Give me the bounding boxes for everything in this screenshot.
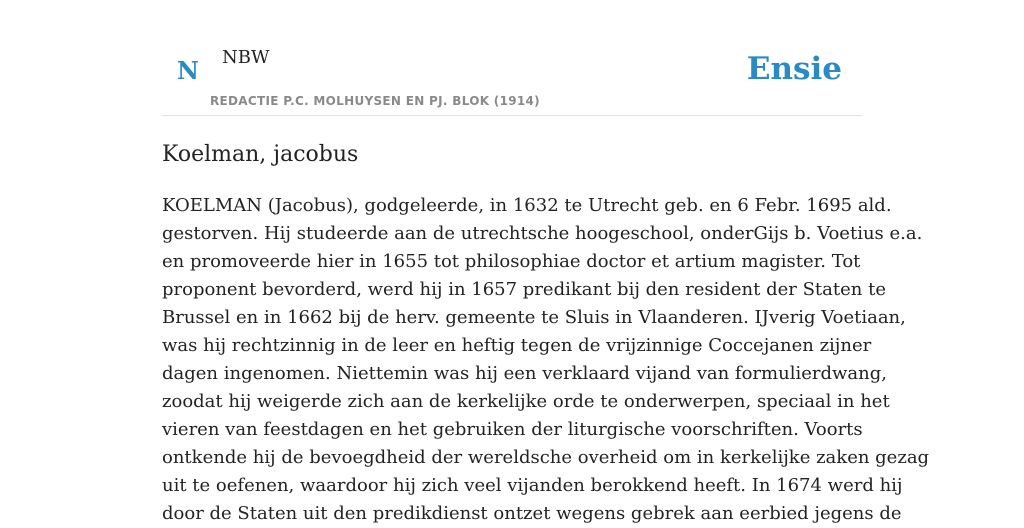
article-line: en promoveerde hier in 1655 tot philosophiae doctor et artium magister. Tot bbox=[162, 251, 861, 272]
source-name[interactable]: NBW bbox=[222, 47, 270, 68]
article-line: vieren van feestdagen en het gebruiken der liturgische voorschriften. Voorts bbox=[162, 419, 863, 440]
article-title: Koelman, jacobus bbox=[162, 142, 359, 167]
header-divider bbox=[162, 115, 862, 116]
article-body bbox=[162, 192, 930, 528]
article-line: proponent bevorderd, werd hij in 1657 predikant bij den resident der Staten te bbox=[162, 279, 886, 300]
article-line: was hij rechtzinnig in de leer en heftig tegen de vrijzinnige Coccejanen zijner bbox=[162, 335, 872, 356]
article-line: ontkende hij de bevoegdheid der wereldsche overheid om in kerkelijke zaken gezag bbox=[162, 447, 930, 468]
article-line: Brussel en in 1662 bij de herv. gemeente te Sluis in Vlaanderen. IJverig Voetiaan, bbox=[162, 307, 906, 328]
article-line: KOELMAN (Jacobus), godgeleerde, in 1632 te Utrecht geb. en 6 Febr. 1695 ald. bbox=[162, 195, 892, 216]
article-line: zoodat hij weigerde zich aan de kerkelijke orde te onderwerpen, speciaal in het bbox=[162, 391, 890, 412]
source-logo-icon: N bbox=[177, 56, 199, 85]
article-card bbox=[162, 0, 930, 524]
source-subtitle: REDACTIE P.C. MOLHUYSEN EN PJ. BLOK (1914) bbox=[210, 94, 540, 108]
article-line: door de Staten uit den predikdienst ontzet wegens gebrek aan eerbied jegens de bbox=[162, 503, 902, 524]
brand-logo[interactable]: Ensie bbox=[746, 51, 842, 87]
article-line: uit te oefenen, waardoor hij zich veel vijanden berokkend heeft. In 1674 werd hij bbox=[162, 475, 903, 496]
article-line: gestorven. Hij studeerde aan de utrechtsche hoogeschool, onderGijs b. Voetius e.a. bbox=[162, 223, 923, 244]
article-line: dagen ingenomen. Niettemin was hij een verklaard vijand van formulierdwang, bbox=[162, 363, 887, 384]
